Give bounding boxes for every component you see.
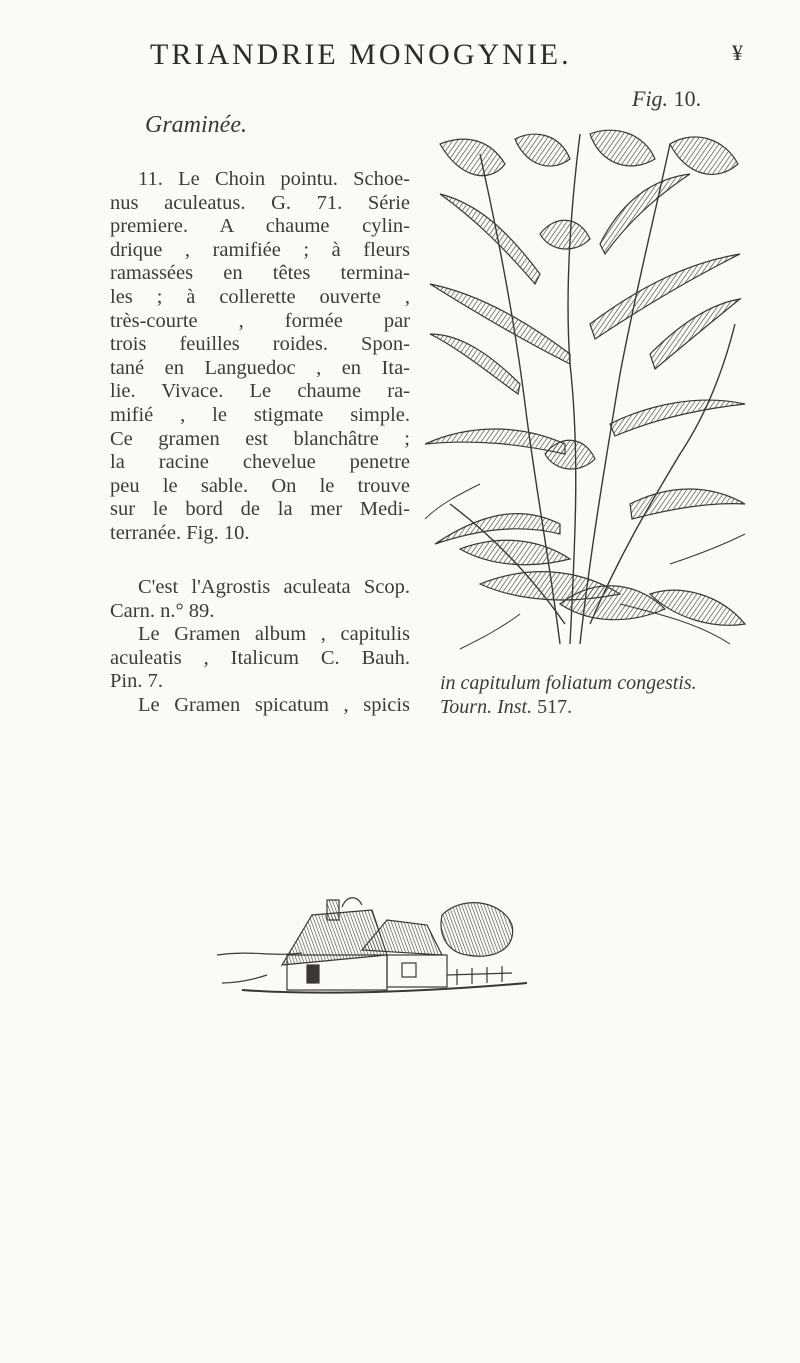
entry-line: lie. Vivace. Le chaume ra- <box>110 380 410 403</box>
page-mark: ¥ <box>732 40 743 65</box>
farmhouse-vignette <box>212 895 532 1015</box>
caption-line <box>440 695 697 719</box>
synonyms-paragraph <box>110 576 410 718</box>
caption-reference: Tourn. Inst. <box>440 696 533 718</box>
synonym-line: Pin. 7. <box>110 670 163 693</box>
entry-line: très-courte , formée par <box>110 309 410 332</box>
synonym-line: Le Gramen album , capitulis <box>138 623 410 646</box>
figure-label <box>632 86 701 112</box>
entry-line: la racine chevelue penetre <box>110 451 410 474</box>
entry-line: ramassées en têtes termina- <box>110 262 410 285</box>
family-heading: Graminée. <box>145 112 247 138</box>
entry-paragraph <box>110 168 410 546</box>
caption-line: in capitulum foliatum congestis. <box>440 672 697 694</box>
synonym-line: Carn. n.° 89. <box>110 599 215 622</box>
entry-line: terranée. Fig. 10. <box>110 521 250 544</box>
entry-line: Ce gramen est blanchâtre ; <box>110 427 410 450</box>
entry-line: tané en Languedoc , en Ita- <box>110 356 410 379</box>
entry-line: drique , ramifiée ; à fleurs <box>110 238 410 261</box>
entry-line: peu le sable. On le trouve <box>110 474 410 497</box>
synonym-line: Le Gramen spicatum , spicis <box>138 693 410 716</box>
figure-label-prefix: Fig. <box>632 86 669 111</box>
grass-plant-engraving <box>420 124 750 664</box>
entry-line: premiere. A chaume cylin- <box>110 215 410 238</box>
entry-line: 11. Le Choin pointu. Schoe- <box>138 168 410 190</box>
running-head: TRIANDRIE MONOGYNIE. <box>150 38 572 71</box>
caption-page-number: 517. <box>537 696 573 718</box>
entry-line: nus aculeatus. G. 71. Série <box>110 191 410 214</box>
entry-line: trois feuilles roides. Spon- <box>110 333 410 356</box>
entry-line: sur le bord de la mer Medi- <box>110 498 410 521</box>
figure-caption <box>440 671 697 719</box>
synonym-line: aculeatis , Italicum C. Bauh. <box>110 646 410 669</box>
synonym-line: C'est l'Agrostis aculeata Scop. <box>138 576 410 598</box>
entry-line: mifié , le stigmate simple. <box>110 403 410 426</box>
figure-label-number: 10. <box>673 86 702 111</box>
entry-line: les ; à collerette ouverte , <box>110 285 410 308</box>
